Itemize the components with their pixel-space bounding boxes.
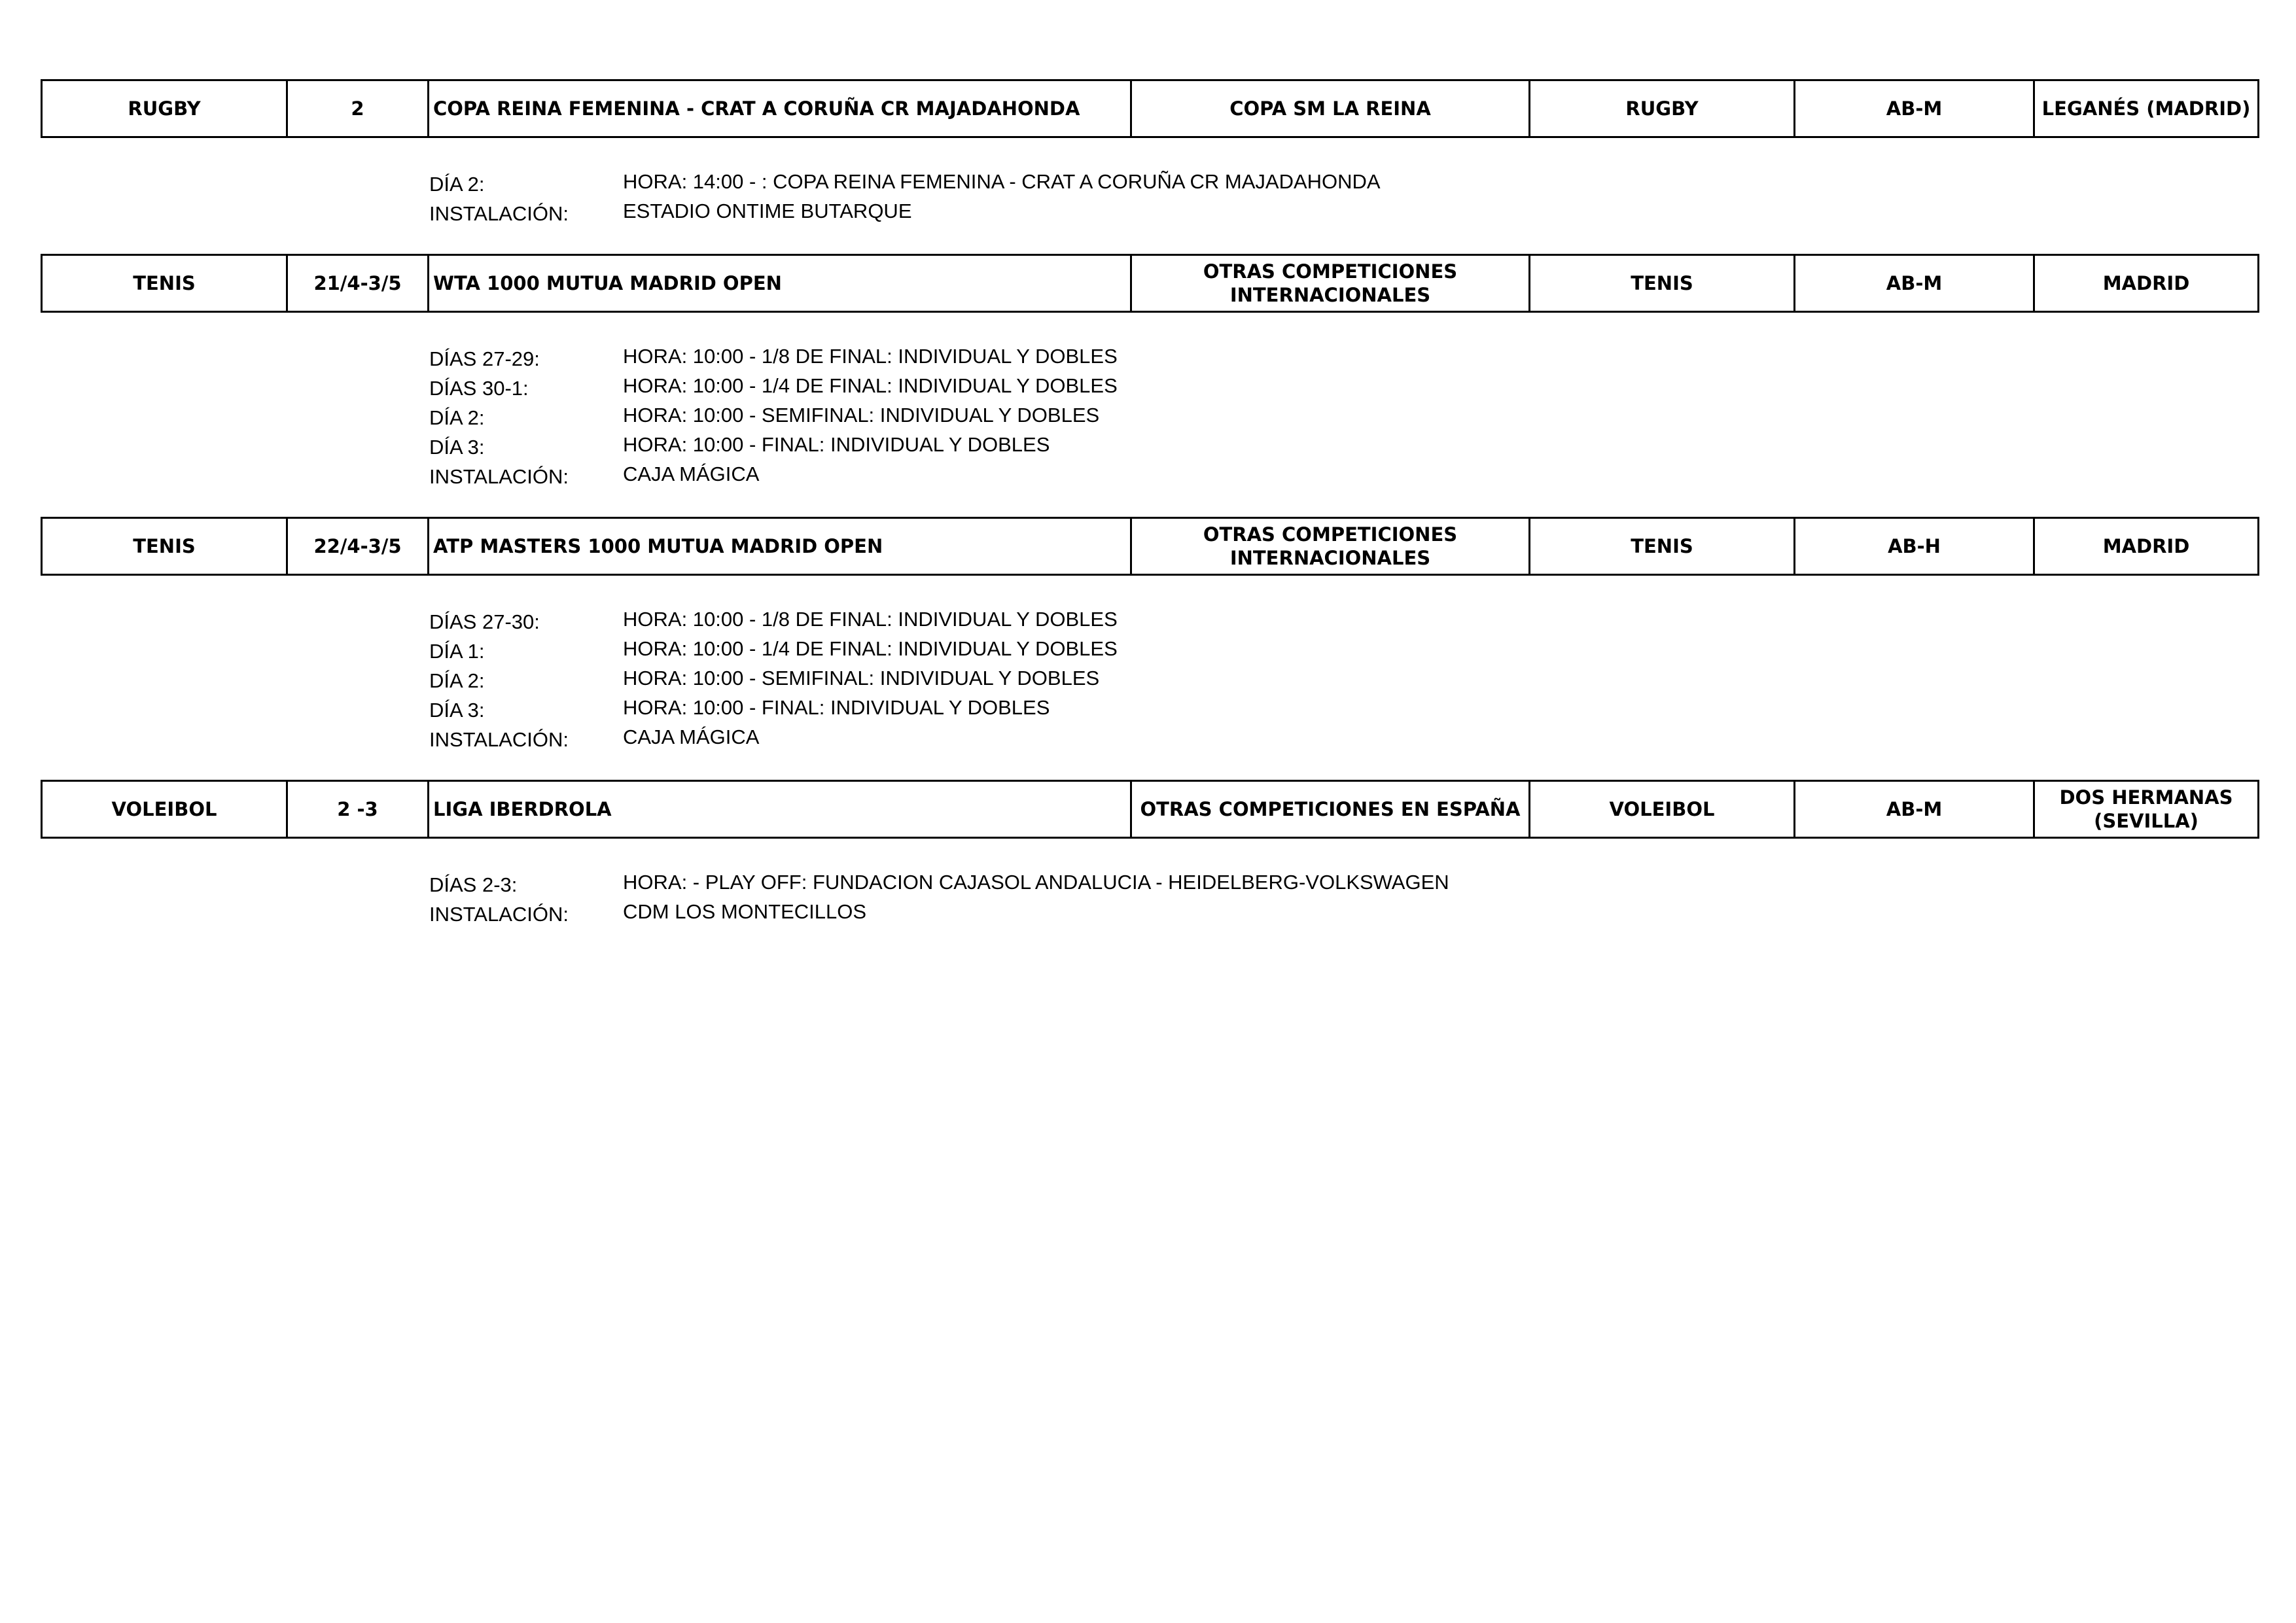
detail-row (429, 430, 2257, 459)
event-block-tenis-atp (41, 517, 2257, 752)
event-details (429, 341, 2257, 489)
detail-value: ESTADIO ONTIME BUTARQUE (623, 199, 912, 222)
discipline-cell: RUGBY (1530, 80, 1795, 137)
event-header-row (42, 80, 2259, 137)
dates-cell: 2 -3 (287, 781, 429, 838)
detail-row (429, 604, 2257, 634)
event-header-table (41, 254, 2259, 313)
detail-label: INSTALACIÓN: (429, 902, 569, 926)
detail-value: HORA: 10:00 - 1/4 DE FINAL: INDIVIDUAL Y DOBLES (623, 374, 1118, 397)
event-header-table (41, 780, 2259, 839)
detail-value: CAJA MÁGICA (623, 462, 760, 485)
event-name-cell: WTA 1000 MUTUA MADRID OPEN (429, 255, 1131, 312)
location-cell: LEGANÉS (MADRID) (2034, 80, 2259, 137)
event-header-row (42, 781, 2259, 838)
event-details (429, 167, 2257, 226)
detail-row (429, 867, 2257, 897)
category-cell: AB-M (1795, 255, 2034, 312)
category-cell: AB-M (1795, 781, 2034, 838)
discipline-cell: TENIS (1530, 255, 1795, 312)
event-name-cell: ATP MASTERS 1000 MUTUA MADRID OPEN (429, 518, 1131, 575)
detail-row (429, 663, 2257, 693)
event-block-tenis-wta (41, 254, 2257, 489)
competition-cell: OTRAS COMPETICIONES EN ESPAÑA (1131, 781, 1530, 838)
detail-row (429, 196, 2257, 226)
dates-cell: 2 (287, 80, 429, 137)
location-cell: MADRID (2034, 518, 2259, 575)
detail-value: HORA: 10:00 - FINAL: INDIVIDUAL Y DOBLES (623, 432, 1050, 456)
detail-value: HORA: 10:00 - 1/8 DE FINAL: INDIVIDUAL Y DOBLES (623, 344, 1118, 368)
detail-value: HORA: 10:00 - FINAL: INDIVIDUAL Y DOBLES (623, 695, 1050, 719)
detail-row (429, 400, 2257, 430)
detail-label: INSTALACIÓN: (429, 727, 569, 751)
sport-cell: TENIS (42, 518, 287, 575)
detail-value: HORA: - PLAY OFF: FUNDACION CAJASOL ANDALUCIA - HEIDELBERG-VOLKSWAGEN (623, 870, 1449, 894)
category-cell: AB-H (1795, 518, 2034, 575)
dates-cell: 21/4-3/5 (287, 255, 429, 312)
competition-cell: OTRAS COMPETICIONES INTERNACIONALES (1131, 518, 1530, 575)
event-name-cell: LIGA IBERDROLA (429, 781, 1131, 838)
detail-label: INSTALACIÓN: (429, 464, 569, 488)
detail-label: DÍAS 27-30: (429, 610, 540, 633)
event-block-voleibol (41, 780, 2257, 926)
detail-row (429, 693, 2257, 722)
detail-value: CAJA MÁGICA (623, 725, 760, 748)
detail-value: HORA: 14:00 - : COPA REINA FEMENINA - CRAT A CORUÑA CR MAJADAHONDA (623, 169, 1381, 193)
detail-label: INSTALACIÓN: (429, 201, 569, 225)
competition-cell: COPA SM LA REINA (1131, 80, 1530, 137)
detail-row (429, 722, 2257, 752)
detail-label: DÍAS 2-3: (429, 873, 518, 896)
detail-row (429, 167, 2257, 196)
detail-label: DÍA 1: (429, 639, 485, 663)
competition-cell: OTRAS COMPETICIONES INTERNACIONALES (1131, 255, 1530, 312)
detail-value: HORA: 10:00 - 1/4 DE FINAL: INDIVIDUAL Y DOBLES (623, 637, 1118, 660)
detail-label: DÍA 3: (429, 435, 485, 459)
category-cell: AB-M (1795, 80, 2034, 137)
detail-label: DÍA 2: (429, 669, 485, 692)
detail-label: DÍA 3: (429, 698, 485, 722)
detail-row (429, 371, 2257, 400)
detail-value: HORA: 10:00 - SEMIFINAL: INDIVIDUAL Y DOBLES (623, 403, 1100, 427)
detail-row (429, 897, 2257, 926)
event-details (429, 604, 2257, 752)
event-name-cell: COPA REINA FEMENINA - CRAT A CORUÑA CR MAJADAHONDA (429, 80, 1131, 137)
detail-label: DÍA 2: (429, 406, 485, 429)
detail-label: DÍAS 30-1: (429, 376, 529, 400)
discipline-cell: TENIS (1530, 518, 1795, 575)
event-header-table (41, 517, 2259, 576)
event-header-row (42, 518, 2259, 575)
sport-cell: VOLEIBOL (42, 781, 287, 838)
event-header-table (41, 79, 2259, 138)
location-cell: MADRID (2034, 255, 2259, 312)
dates-cell: 22/4-3/5 (287, 518, 429, 575)
detail-label: DÍA 2: (429, 172, 485, 196)
detail-row (429, 459, 2257, 489)
sport-cell: TENIS (42, 255, 287, 312)
discipline-cell: VOLEIBOL (1530, 781, 1795, 838)
sport-cell: RUGBY (42, 80, 287, 137)
detail-value: HORA: 10:00 - 1/8 DE FINAL: INDIVIDUAL Y DOBLES (623, 607, 1118, 631)
event-details (429, 867, 2257, 926)
detail-value: CDM LOS MONTECILLOS (623, 899, 867, 923)
detail-value: HORA: 10:00 - SEMIFINAL: INDIVIDUAL Y DOBLES (623, 666, 1100, 689)
detail-row (429, 634, 2257, 663)
event-header-row (42, 255, 2259, 312)
detail-label: DÍAS 27-29: (429, 347, 540, 370)
location-cell: DOS HERMANAS (SEVILLA) (2034, 781, 2259, 838)
detail-row (429, 341, 2257, 371)
event-block-rugby (41, 79, 2257, 226)
